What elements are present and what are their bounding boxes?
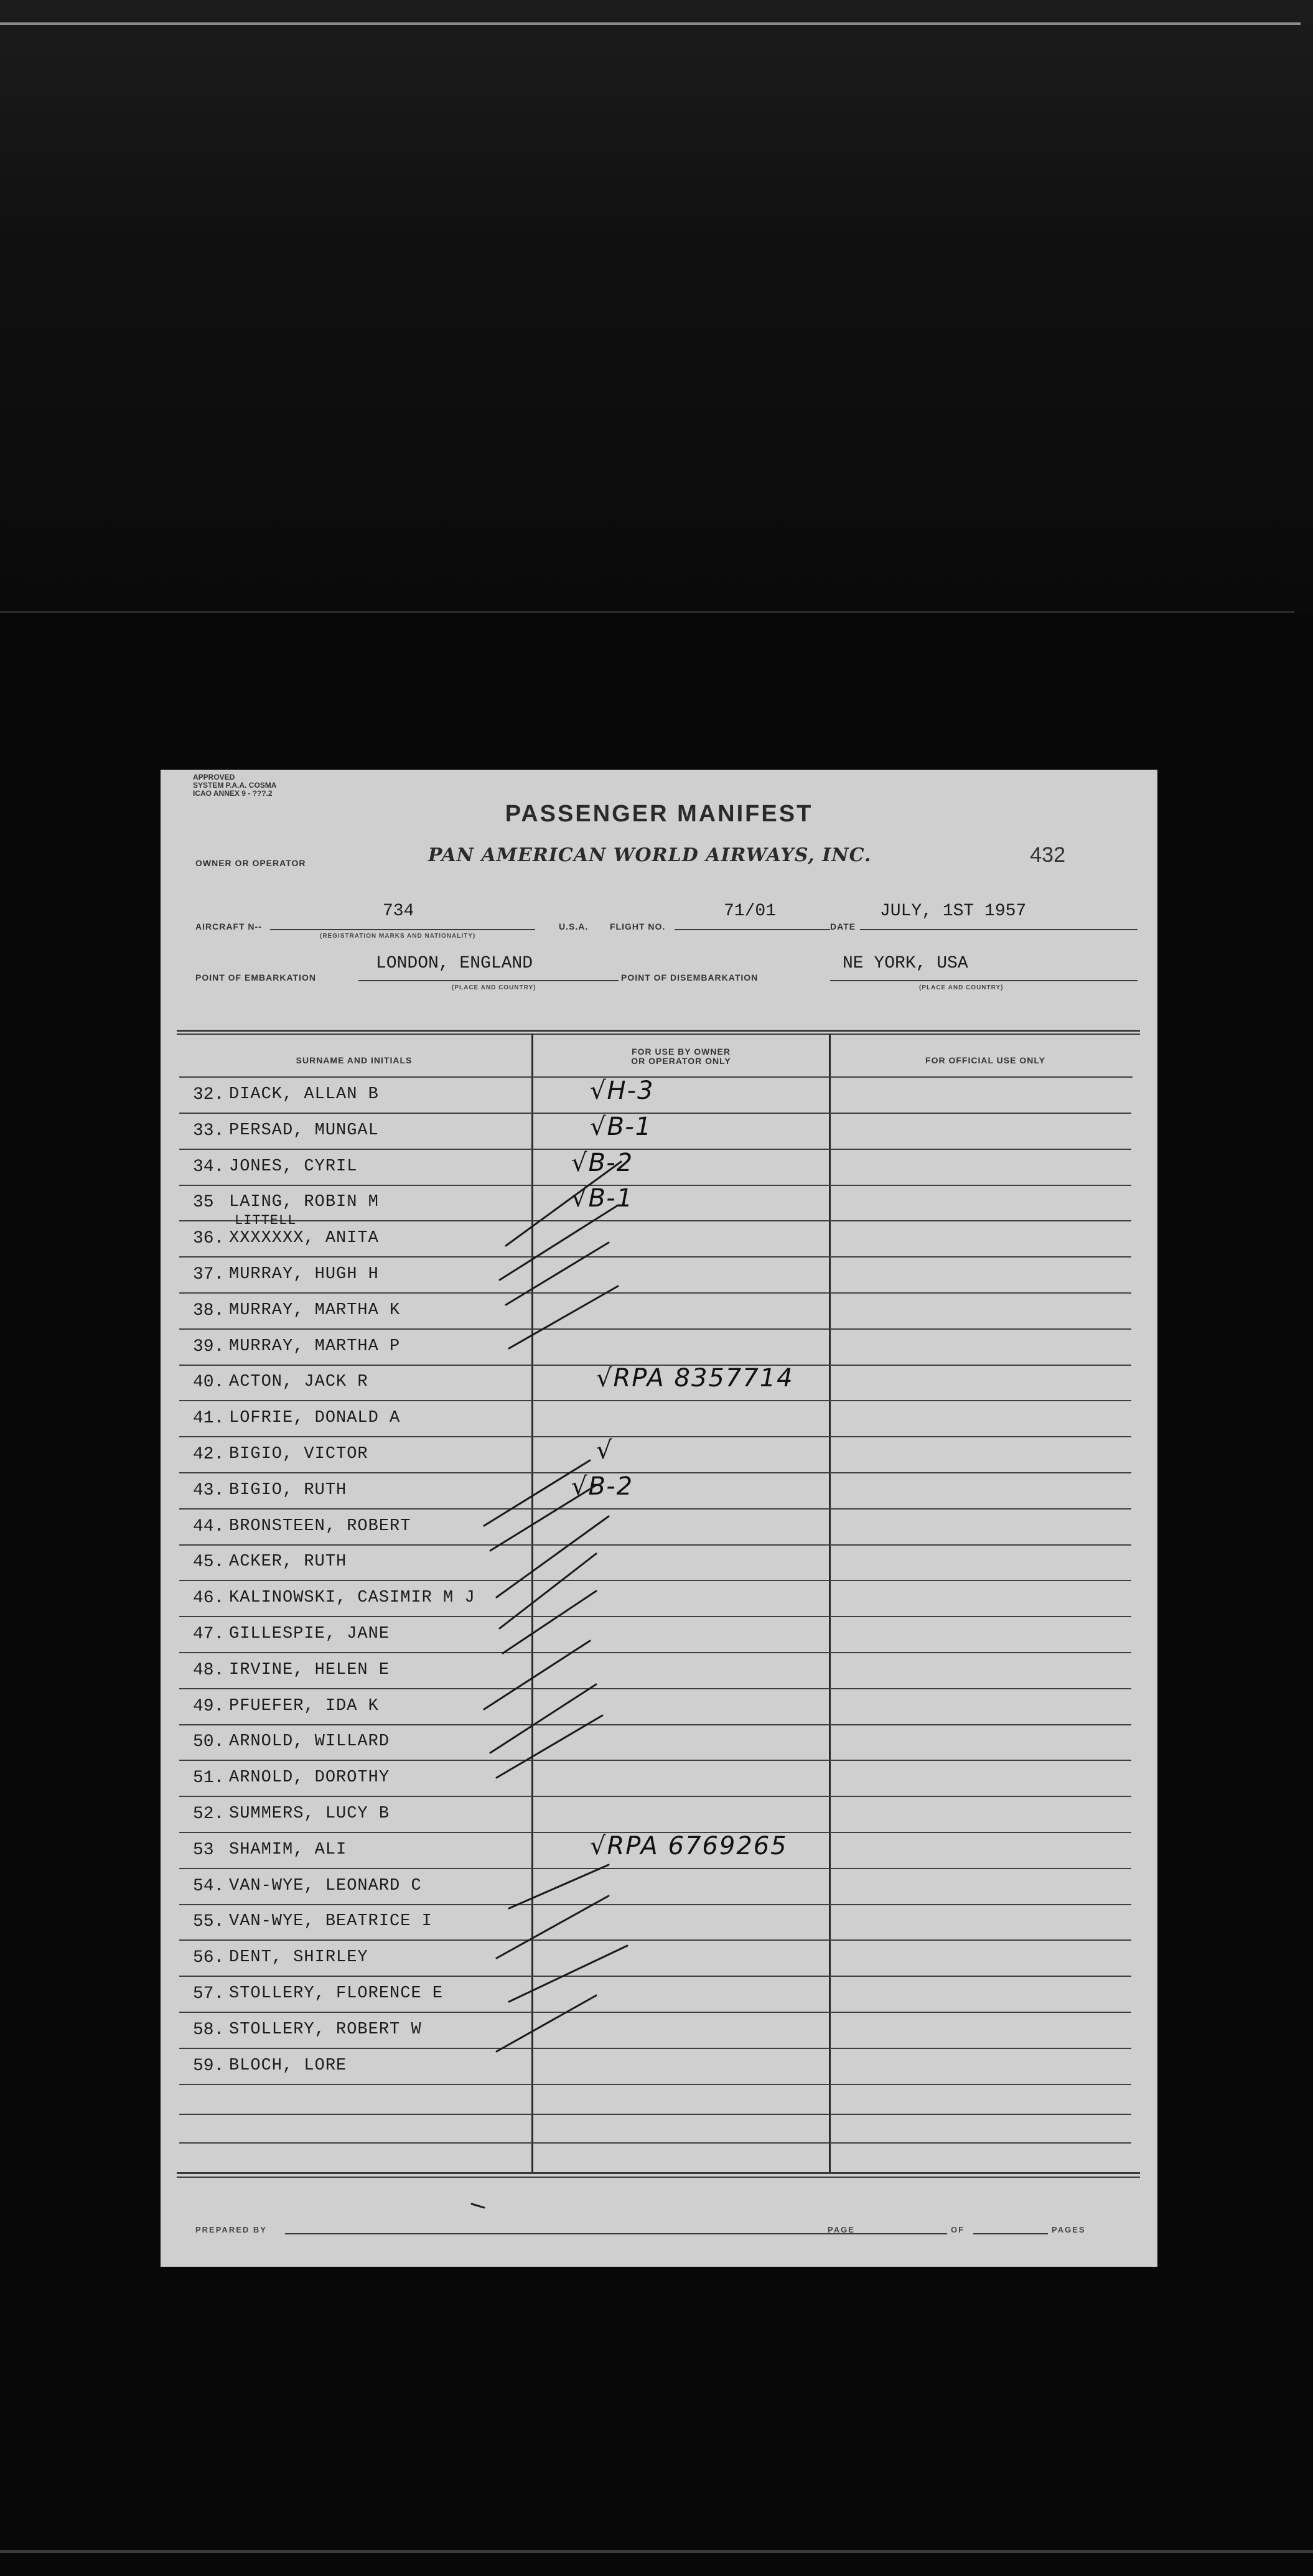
passenger-number: 46. <box>193 1589 225 1608</box>
passenger-name: LOFRIE, DONALD A <box>229 1409 401 1428</box>
passenger-name: JONES, CYRIL <box>229 1157 358 1176</box>
column-header-official-use: FOR OFFICIAL USE ONLY <box>925 1055 1045 1065</box>
passenger-row <box>161 1977 1157 2013</box>
table-top-rule <box>177 1030 1140 1032</box>
passenger-number: 33. <box>193 1121 225 1141</box>
passenger-number: 59. <box>193 2056 225 2076</box>
page-label: PAGE <box>828 2225 855 2234</box>
passenger-row <box>161 1294 1157 1330</box>
passenger-row <box>161 1330 1157 1366</box>
flight-value: 71/01 <box>724 902 777 921</box>
passenger-number: 35 <box>193 1193 214 1213</box>
document-title: PASSENGER MANIFEST <box>505 801 813 827</box>
flight-label: FLIGHT NO. <box>610 922 666 931</box>
passenger-name: PERSAD, MUNGAL <box>229 1121 379 1140</box>
passenger-row <box>161 1617 1157 1653</box>
passenger-number: 36. <box>193 1229 225 1249</box>
passenger-number: 34. <box>193 1157 225 1177</box>
approval-stamp: APPROVED SYSTEM P.A.A. COSMA ICAO ANNEX 9 - ???.2 <box>193 773 277 798</box>
table-top-rule-2 <box>177 1034 1140 1035</box>
date-label: DATE <box>830 922 856 931</box>
tick-stroke <box>472 2204 484 2208</box>
passenger-row <box>161 1437 1157 1473</box>
embarkation-sublabel: (PLACE AND COUNTRY) <box>452 984 536 991</box>
passenger-row <box>161 1833 1157 1869</box>
page-underline <box>866 2233 947 2234</box>
passenger-row <box>161 1114 1157 1150</box>
disembarkation-underline <box>830 980 1138 981</box>
disembarkation-sublabel: (PLACE AND COUNTRY) <box>919 984 1004 991</box>
passenger-row <box>161 1689 1157 1725</box>
passenger-row <box>161 1869 1157 1905</box>
table-bottom-rule-2 <box>177 2177 1140 2178</box>
passenger-name: KALINOWSKI, CASIMIR M J <box>229 1589 475 1608</box>
passenger-name: BRONSTEEN, ROBERT <box>229 1516 411 1536</box>
usa-label: U.S.A. <box>559 922 589 931</box>
embarkation-value: LONDON, ENGLAND <box>376 954 533 973</box>
passenger-name: BLOCH, LORE <box>229 2056 347 2075</box>
passenger-row <box>161 1653 1157 1689</box>
passenger-number: 45. <box>193 1552 225 1572</box>
passenger-row <box>161 1078 1157 1114</box>
passenger-number: 38. <box>193 1300 225 1320</box>
embarkation-underline <box>358 980 619 981</box>
passenger-name: MURRAY, MARTHA K <box>229 1300 401 1320</box>
passenger-number: 55. <box>193 1912 225 1932</box>
handwritten-annotation: √H-3 <box>590 1076 655 1105</box>
passenger-number: 48. <box>193 1660 225 1680</box>
passenger-name: ARNOLD, DOROTHY <box>229 1768 390 1788</box>
manifest-document <box>161 770 1157 2267</box>
passenger-number: 50. <box>193 1732 225 1752</box>
aircraft-underline <box>270 929 535 930</box>
passenger-number: 51. <box>193 1768 225 1788</box>
passenger-number: 44. <box>193 1516 225 1536</box>
passenger-row <box>161 1365 1157 1401</box>
date-value: JULY, 1ST 1957 <box>880 902 1027 921</box>
passenger-number: 40. <box>193 1373 225 1393</box>
passenger-row <box>161 1213 1157 1258</box>
passenger-name: XXXXXXX, ANITA <box>229 1229 379 1248</box>
passenger-row <box>161 1725 1157 1761</box>
passenger-name-correction: LITTELL <box>235 1213 297 1229</box>
aircraft-value: 734 <box>383 902 414 921</box>
passenger-name: IRVINE, HELEN E <box>229 1660 390 1679</box>
prepared-by-label: PREPARED BY <box>195 2225 267 2234</box>
passenger-row <box>161 1905 1157 1941</box>
passenger-row <box>161 2013 1157 2049</box>
airline-name: PAN AMERICAN WORLD AIRWAYS, INC. <box>428 844 872 866</box>
film-bottom-edge <box>0 2550 1313 2553</box>
passenger-row <box>161 1185 1157 1221</box>
passenger-name: DENT, SHIRLEY <box>229 1948 368 1967</box>
of-label: OF <box>951 2225 965 2234</box>
passenger-name: LAING, ROBIN M <box>229 1193 379 1212</box>
passenger-row <box>161 1510 1157 1546</box>
passenger-number: 54. <box>193 1876 225 1896</box>
film-frame-seam <box>0 611 1294 613</box>
aircraft-sublabel: (REGISTRATION MARKS AND NATIONALITY) <box>320 933 476 940</box>
passenger-number: 56. <box>193 1948 225 1968</box>
passenger-name: VAN-WYE, BEATRICE I <box>229 1912 432 1931</box>
passenger-name: SHAMIM, ALI <box>229 1840 347 1859</box>
disembarkation-value: NE YORK, USA <box>843 954 968 973</box>
passenger-name: VAN-WYE, LEONARD C <box>229 1876 422 1895</box>
passenger-name: SUMMERS, LUCY B <box>229 1804 390 1823</box>
passenger-name: MURRAY, MARTHA P <box>229 1337 401 1356</box>
passenger-row <box>161 2049 1157 2085</box>
embarkation-label: POINT OF EMBARKATION <box>195 973 316 982</box>
passenger-number: 39. <box>193 1337 225 1356</box>
passenger-name: STOLLERY, FLORENCE E <box>229 1984 444 2003</box>
passenger-name: GILLESPIE, JANE <box>229 1625 390 1643</box>
passenger-name: DIACK, ALLAN B <box>229 1085 379 1104</box>
handwritten-annotation: √B-2 <box>571 1472 634 1501</box>
passenger-number: 41. <box>193 1409 225 1429</box>
empty-rule-1 <box>179 2114 1131 2115</box>
flight-underline <box>675 929 830 930</box>
passenger-name: BIGIO, RUTH <box>229 1480 347 1500</box>
aircraft-label: AIRCRAFT N-- <box>195 922 262 931</box>
passenger-row <box>161 1797 1157 1833</box>
film-edge-line <box>0 22 1301 25</box>
passenger-number: 53 <box>193 1840 214 1860</box>
passenger-name: ACTON, JACK R <box>229 1373 368 1392</box>
page-number: 432 <box>1030 843 1065 867</box>
passenger-number: 32. <box>193 1085 225 1104</box>
pages-label: PAGES <box>1052 2225 1086 2234</box>
passenger-name: MURRAY, HUGH H <box>229 1265 379 1284</box>
passenger-number: 58. <box>193 2020 225 2040</box>
date-underline <box>860 929 1138 930</box>
passenger-row <box>161 1258 1157 1294</box>
passenger-name: PFUEFER, IDA K <box>229 1696 379 1715</box>
passenger-name: ARNOLD, WILLARD <box>229 1732 390 1752</box>
passenger-number: 57. <box>193 1984 225 2004</box>
prepared-by-underline <box>285 2233 882 2234</box>
passenger-row <box>161 1581 1157 1617</box>
empty-rule-2 <box>179 2142 1131 2144</box>
handwritten-annotation: √B-1 <box>590 1112 653 1141</box>
passenger-number: 49. <box>193 1696 225 1716</box>
passenger-number: 42. <box>193 1445 225 1464</box>
column-header-owner-use: FOR USE BY OWNER OR OPERATOR ONLY <box>631 1047 731 1066</box>
column-header-surname: SURNAME AND INITIALS <box>296 1055 413 1065</box>
passenger-number: 43. <box>193 1480 225 1500</box>
film-top-frame <box>0 0 1313 613</box>
passenger-name: STOLLERY, ROBERT W <box>229 2020 422 2039</box>
passenger-number: 47. <box>193 1625 225 1644</box>
table-bottom-rule <box>177 2172 1140 2174</box>
disembarkation-label: POINT OF DISEMBARKATION <box>621 973 759 982</box>
passenger-row <box>161 1941 1157 1977</box>
handwritten-annotation: √RPA 8357714 <box>596 1364 794 1393</box>
passenger-name: BIGIO, VICTOR <box>229 1445 368 1463</box>
row-rule <box>179 2084 1131 2085</box>
passenger-number: 37. <box>193 1265 225 1284</box>
owner-label: OWNER OR OPERATOR <box>195 858 306 868</box>
passenger-name: ACKER, RUTH <box>229 1552 347 1572</box>
handwritten-annotation: √ <box>596 1436 614 1465</box>
passenger-row <box>161 1401 1157 1437</box>
handwritten-annotation: √B-1 <box>571 1184 634 1213</box>
of-underline <box>973 2233 1048 2234</box>
passenger-row <box>161 1545 1157 1581</box>
handwritten-annotation: √RPA 6769265 <box>590 1831 788 1860</box>
handwritten-annotation: √B-2 <box>571 1148 634 1177</box>
passenger-row <box>161 1761 1157 1797</box>
passenger-row <box>161 1150 1157 1186</box>
passenger-number: 52. <box>193 1804 225 1824</box>
passenger-row <box>161 1473 1157 1510</box>
